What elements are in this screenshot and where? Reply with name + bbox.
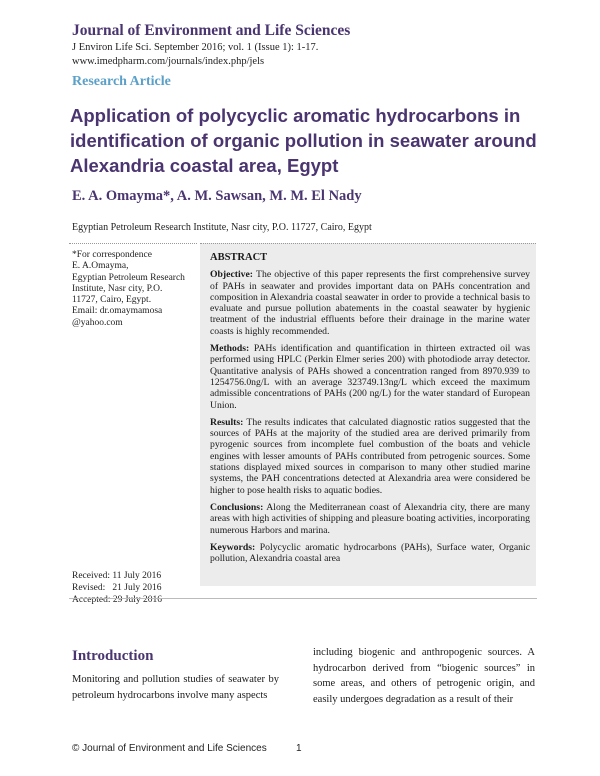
- journal-citation: J Environ Life Sci. September 2016; vol. 1 (Issue 1): 1-17.: [72, 42, 319, 53]
- article-type-label: Research Article: [72, 74, 171, 89]
- conclusions-label: Conclusions:: [210, 501, 264, 513]
- abstract-methods: [210, 343, 530, 411]
- journal-website-link[interactable]: www.imedpharm.com/journals/index.php/jels: [72, 56, 265, 67]
- abstract-content: [210, 252, 530, 570]
- keywords-text: Polycyclic aromatic hydrocarbons (PAHs), Surface water, Organic pollution, Alexandria coastal area: [210, 541, 530, 565]
- abstract-objective: [210, 269, 530, 337]
- abstract-conclusions: [210, 502, 530, 536]
- author-affiliation: Egyptian Petroleum Research Institute, Nasr city, P.O. 11727, Cairo, Egypt: [72, 222, 372, 233]
- correspondence-email-line[interactable]: Email: dr.omaymamosa: [72, 306, 163, 317]
- revised-date: Revised: 21 July 2016: [72, 583, 162, 593]
- received-date: Received: 11 July 2016: [72, 571, 162, 581]
- conclusions-text: Along the Mediterranean coast of Alexandria city, there are many areas with high activities of shipping and pleasure boating activities, incorporating numerous Harbors and marina.: [210, 501, 530, 536]
- objective-label: Objective:: [210, 269, 254, 281]
- correspondence-line: Egyptian Petroleum Research: [72, 272, 185, 283]
- journal-title: Journal of Environment and Life Sciences: [72, 22, 351, 39]
- section-divider: [69, 598, 537, 599]
- introduction-heading: Introduction: [72, 648, 154, 664]
- abstract-keywords: [210, 542, 530, 565]
- objective-text: The objective of this paper represents the first comprehensive survey of PAHs in seawater and provides important data on PAHs concentration and composition in Alexandria coastal seawater in order to provide a technical basis to evaluate and pursue pollution abatements in the coastal seawater by hygienic treatment of the industrial effluents before their drainage in the marine water coasts is highly recommended.: [210, 269, 530, 337]
- methods-text: PAHs identification and quantification in thirteen extracted oil was performed using HPLC (Perkin Elmer series 200) with photodiode array detector. Quantitative analysis of PAHs showed a concentration ranged from 8970.939 to 1254756.0ng/L with an average 323749.13ng/L which exceed the maximum admissible concentrations of PAHs (200 ng/L) for the water standard of European Union.: [210, 343, 530, 411]
- introduction-left-column: Monitoring and pollution studies of seawater by petroleum hydrocarbons involve many aspects: [72, 674, 279, 701]
- footer-copyright: © Journal of Environment and Life Sciences: [72, 743, 267, 754]
- abstract-heading: ABSTRACT: [210, 252, 268, 263]
- correspondence-line: *For correspondence: [72, 250, 152, 260]
- correspondence-block: [72, 250, 198, 329]
- methods-label: Methods:: [210, 343, 250, 355]
- article-dates: [72, 570, 162, 606]
- introduction-right-column: including biogenic and anthropogenic sources. A hydrocarbon derived from “biogenic sources” in some areas, and others of petrogenic origin, and easily undergoes degradation as a result of their: [313, 647, 535, 705]
- correspondence-line: Institute, Nasr city, P.O.: [72, 283, 163, 294]
- keywords-label: Keywords:: [210, 541, 256, 553]
- results-text: The results indicates that calculated diagnostic ratios suggested that the sources of PAHs at the majority of the studied area are derived primarily from pyrogenic sources from incomplete fuel combustion of the boats and vehicle engines with lesser amounts of PAHs contributed from petrogenic sources. Some stations displayed mixed sources in comparison to many other studied marine systems, the PAH concentrations detected at Alexandria area were considered be higher to pose health risks to aquatic bodies.: [210, 416, 530, 496]
- correspondence-line: E. A.Omayma,: [72, 261, 129, 272]
- page-number: 1: [296, 743, 302, 754]
- author-list: E. A. Omayma*, A. M. Sawsan, M. M. El Nady: [72, 188, 362, 204]
- abstract-results: [210, 417, 530, 496]
- correspondence-line: 11727, Cairo, Egypt.: [72, 295, 152, 306]
- paper-title: Application of polycyclic aromatic hydrocarbons in identification of organic pollution in seawater around Alexandria coastal area, Egypt: [70, 105, 537, 176]
- results-label: Results:: [210, 416, 244, 428]
- accepted-date: Accepted: 29 July 2016: [72, 595, 162, 605]
- correspondence-email-line[interactable]: @yahoo.com: [72, 317, 123, 328]
